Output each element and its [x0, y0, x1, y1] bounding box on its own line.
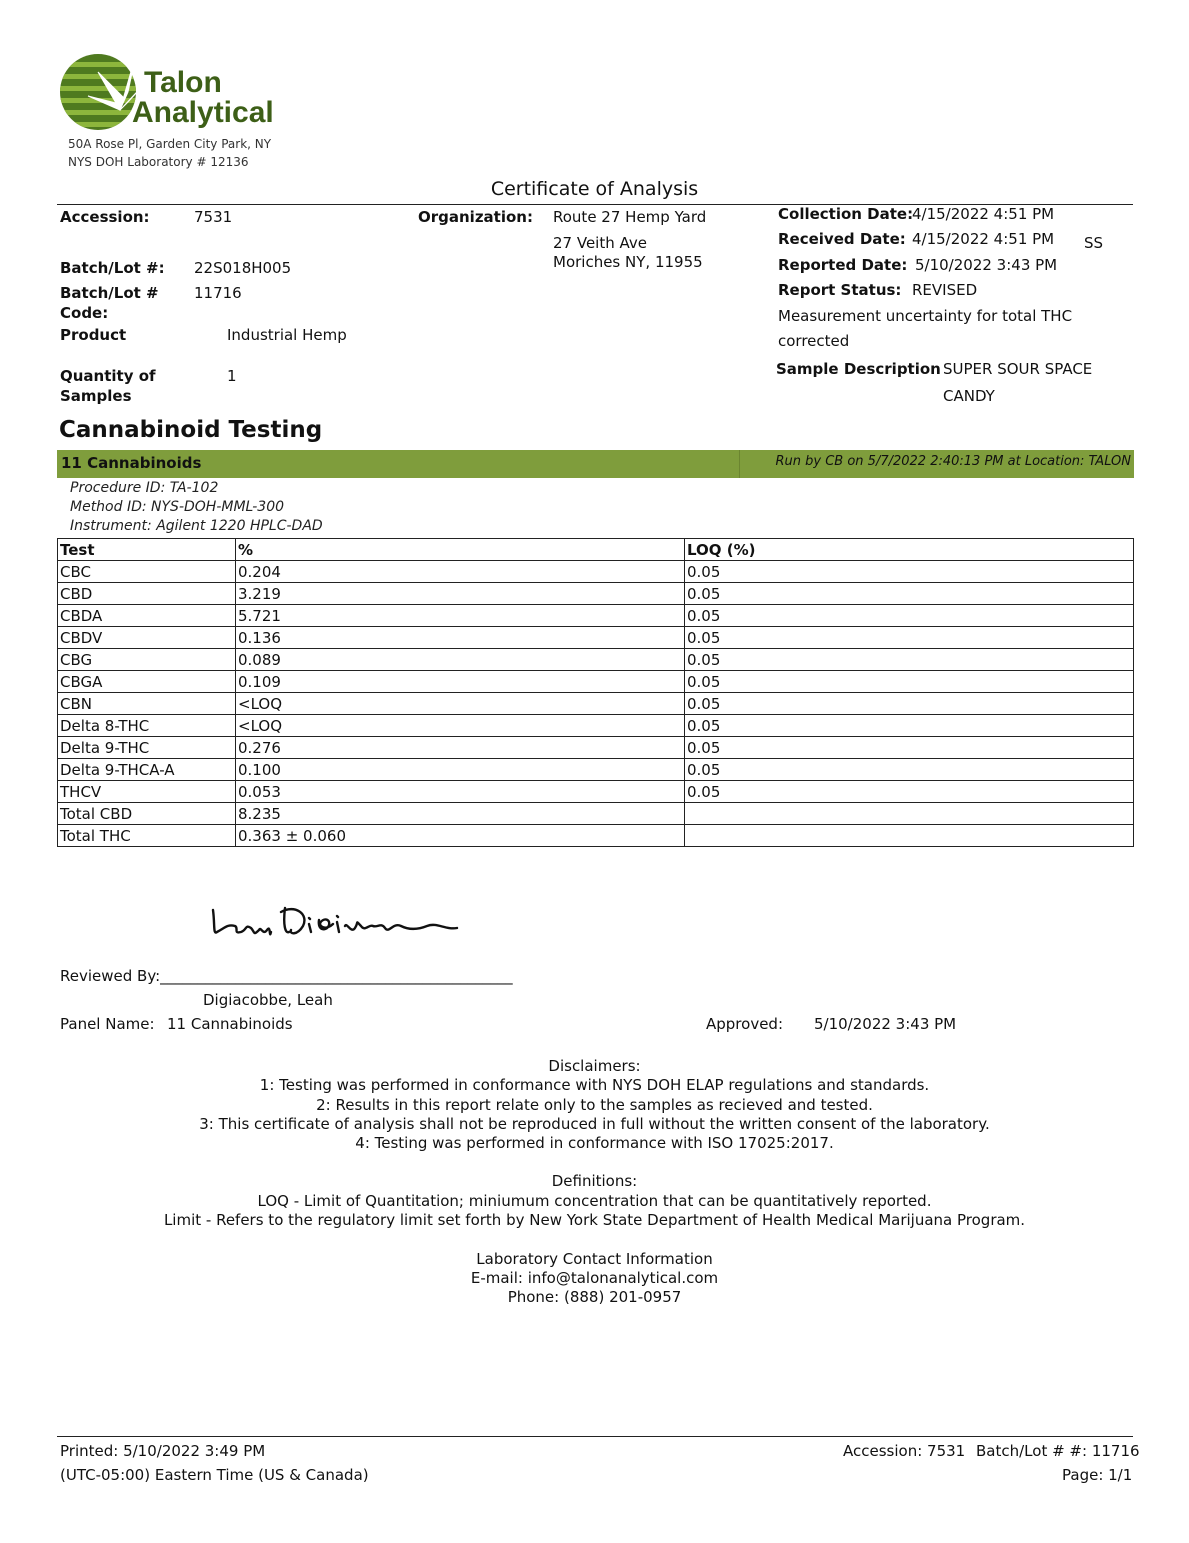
reported-date-label: Reported Date: — [778, 256, 908, 274]
product-label: Product — [60, 326, 127, 344]
cell-test: CBGA — [58, 671, 236, 693]
cell-loq: 0.05 — [685, 583, 1134, 605]
disclaimer-2: 2: Results in this report relate only to the samples as recieved and tested. — [316, 1096, 873, 1114]
run-info: Run by CB on 5/7/2022 2:40:13 PM at Location: TALON — [775, 454, 1131, 469]
band-divider — [739, 450, 740, 478]
org-street: 27 Veith Ave — [553, 234, 647, 252]
table-row — [58, 671, 1134, 693]
cell-percent: 0.100 — [236, 759, 685, 781]
contact-phone: Phone: (888) 201-0957 — [507, 1288, 682, 1306]
reported-date-value: 5/10/2022 3:43 PM — [915, 256, 1058, 274]
disclaimer-1: 1: Testing was performed in conformance with NYS DOH ELAP regulations and standards. — [259, 1076, 930, 1094]
cell-test: Delta 8-THC — [58, 715, 236, 737]
cell-test: Delta 9-THC — [58, 737, 236, 759]
contact-email: E-mail: info@talonanalytical.com — [470, 1269, 719, 1287]
reviewed-by-line: Reviewed By:_______________________________________________ — [60, 967, 513, 985]
disclaimer-4: 4: Testing was performed in conformance with ISO 17025:2017. — [355, 1134, 834, 1152]
panel-name-label: Panel Name: — [60, 1015, 155, 1033]
cell-percent: 0.053 — [236, 781, 685, 803]
cannabis-leaf-logo-icon — [58, 52, 288, 132]
method-id: Method ID: NYS-DOH-MML-300 — [70, 499, 285, 515]
lab-name-line1: Talon — [144, 66, 222, 99]
footer-accession: Accession: 7531 — [843, 1442, 966, 1460]
cell-percent: 0.204 — [236, 561, 685, 583]
report-status-value: REVISED — [912, 281, 978, 299]
cell-test: CBDA — [58, 605, 236, 627]
cell-percent: 8.235 — [236, 803, 685, 825]
page-number: Page: 1/1 — [1062, 1466, 1133, 1484]
cell-test: CBDV — [58, 627, 236, 649]
definition-limit: Limit - Refers to the regulatory limit set forth by New York State Department of Health Medical Marijuana Program. — [163, 1211, 1026, 1229]
quantity-value: 1 — [227, 367, 237, 385]
batch-label: Batch/Lot #: — [60, 259, 165, 277]
accession-value: 7531 — [194, 208, 233, 226]
cell-loq: 0.05 — [685, 671, 1134, 693]
org-city: Moriches NY, 11955 — [553, 253, 703, 271]
reviewer-signature — [205, 890, 475, 950]
results-table — [57, 538, 1134, 847]
cell-test: THCV — [58, 781, 236, 803]
sample-description-label: Sample Description — [776, 360, 941, 378]
cell-loq: 0.05 — [685, 693, 1134, 715]
quantity-label-1: Quantity of — [60, 367, 156, 385]
cell-percent: 0.109 — [236, 671, 685, 693]
report-status-label: Report Status: — [778, 281, 902, 299]
product-value: Industrial Hemp — [227, 326, 347, 344]
organization-label: Organization: — [418, 208, 533, 226]
cell-percent: 0.363 ± 0.060 — [236, 825, 685, 847]
panel-band — [57, 450, 1134, 478]
collection-date-label: Collection Date: — [778, 205, 914, 223]
received-date-label: Received Date: — [778, 230, 906, 248]
approved-value: 5/10/2022 3:43 PM — [814, 1015, 957, 1033]
batch-code-label-2: Code: — [60, 304, 109, 322]
definition-loq: LOQ - Limit of Quantitation; miniumum concentration that can be quantitatively reported. — [257, 1192, 932, 1210]
panel-name: 11 Cannabinoids — [61, 454, 202, 472]
status-note-line2: corrected — [778, 332, 850, 350]
panel-name-value: 11 Cannabinoids — [167, 1015, 293, 1033]
lab-address: 50A Rose Pl, Garden City Park, NY — [68, 137, 272, 151]
table-row — [58, 737, 1134, 759]
cell-test: CBD — [58, 583, 236, 605]
footer-batch: Batch/Lot # #: 11716 — [976, 1442, 1140, 1460]
cell-percent: <LOQ — [236, 693, 685, 715]
table-row — [58, 759, 1134, 781]
disclaimers-title: Disclaimers: — [548, 1057, 641, 1075]
cell-percent: 0.089 — [236, 649, 685, 671]
accession-label: Accession: — [60, 208, 150, 226]
cell-loq: 0.05 — [685, 759, 1134, 781]
table-row — [58, 649, 1134, 671]
table-row — [58, 605, 1134, 627]
timezone: (UTC-05:00) Eastern Time (US & Canada) — [60, 1466, 369, 1484]
table-row — [58, 627, 1134, 649]
table-row — [58, 583, 1134, 605]
lab-license: NYS DOH Laboratory # 12136 — [68, 155, 249, 169]
cell-loq: 0.05 — [685, 627, 1134, 649]
table-header-row — [58, 539, 1134, 561]
org-name: Route 27 Hemp Yard — [553, 208, 707, 226]
batch-code-label-1: Batch/Lot # — [60, 284, 159, 302]
table-row — [58, 781, 1134, 803]
batch-code-value: 11716 — [194, 284, 242, 302]
cell-loq: 0.05 — [685, 649, 1134, 671]
table-row — [58, 693, 1134, 715]
cell-percent: 3.219 — [236, 583, 685, 605]
table-row — [58, 825, 1134, 847]
section-title: Cannabinoid Testing — [59, 417, 323, 443]
sample-description-line1: SUPER SOUR SPACE — [943, 360, 1093, 378]
table-row — [58, 803, 1134, 825]
cell-loq — [685, 825, 1134, 847]
cell-percent: 0.136 — [236, 627, 685, 649]
procedure-id: Procedure ID: TA-102 — [70, 480, 219, 496]
cell-loq: 0.05 — [685, 605, 1134, 627]
cell-test: Total THC — [58, 825, 236, 847]
column-header-percent: % — [236, 539, 685, 561]
cell-test: CBN — [58, 693, 236, 715]
received-date-value: 4/15/2022 4:51 PM — [912, 230, 1055, 248]
cell-loq — [685, 803, 1134, 825]
collection-date-value: 4/15/2022 4:51 PM — [912, 205, 1055, 223]
cell-loq: 0.05 — [685, 781, 1134, 803]
disclaimer-3: 3: This certificate of analysis shall not be reproduced in full without the written consent of the laboratory. — [199, 1115, 990, 1133]
table-row — [58, 561, 1134, 583]
cell-loq: 0.05 — [685, 715, 1134, 737]
cell-percent: 5.721 — [236, 605, 685, 627]
cell-test: CBC — [58, 561, 236, 583]
batch-value: 22S018H005 — [194, 259, 292, 277]
printed-date: Printed: 5/10/2022 3:49 PM — [60, 1442, 266, 1460]
status-note-line1: Measurement uncertainty for total THC — [778, 307, 1073, 325]
sample-description-line2: CANDY — [943, 387, 995, 405]
footer-divider — [57, 1436, 1133, 1437]
cell-percent: 0.276 — [236, 737, 685, 759]
approved-label: Approved: — [706, 1015, 783, 1033]
column-header-test: Test — [58, 539, 236, 561]
reviewer-name: Digiacobbe, Leah — [203, 991, 333, 1009]
table-row — [58, 715, 1134, 737]
column-header-loq: LOQ (%) — [685, 539, 1134, 561]
contact-title: Laboratory Contact Information — [476, 1250, 713, 1268]
lab-name-line2: Analytical — [132, 96, 274, 129]
cell-loq: 0.05 — [685, 561, 1134, 583]
quantity-label-2: Samples — [60, 387, 132, 405]
cell-test: CBG — [58, 649, 236, 671]
instrument: Instrument: Agilent 1220 HPLC-DAD — [70, 518, 323, 534]
lab-logo — [58, 52, 288, 132]
received-initials: SS — [1084, 234, 1104, 252]
cell-test: Delta 9-THCA-A — [58, 759, 236, 781]
definitions-title: Definitions: — [551, 1172, 638, 1190]
cell-test: Total CBD — [58, 803, 236, 825]
cell-percent: <LOQ — [236, 715, 685, 737]
page-title: Certificate of Analysis — [490, 178, 699, 200]
cell-loq: 0.05 — [685, 737, 1134, 759]
